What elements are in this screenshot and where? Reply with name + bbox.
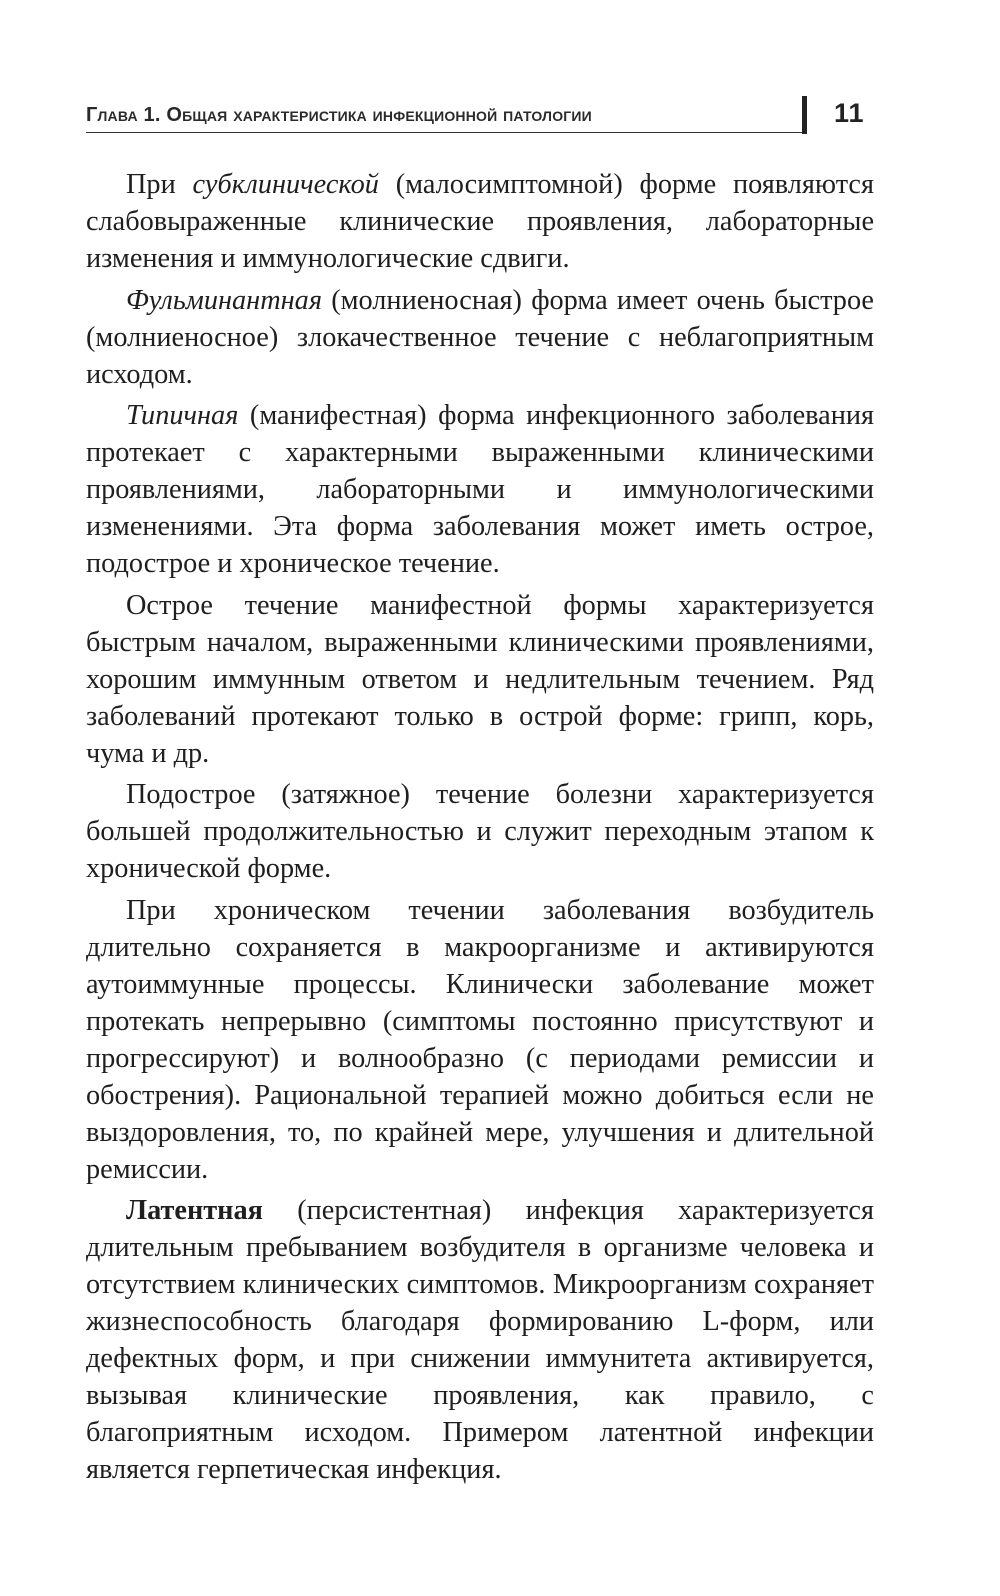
paragraph-text: (манифестная) форма инфекционного заболевания протекает с характерными выраженными клиническими проявлениями, лабораторными и иммунологическими изменениями. Эта форма заболевания может иметь острое, подострое и хроническое течение. [86, 400, 874, 579]
italic-term: Типичная [126, 400, 239, 431]
paragraph-acute: Острое течение манифестной формы характеризуется быстрым началом, выраженными клиническими проявлениями, хорошим иммунным ответом и недлительным течением. Ряд заболеваний протекают только в острой форме: грипп, корь, чума и др. [86, 589, 874, 769]
paragraph-typical [86, 397, 874, 582]
paragraph-text: (персистентная) инфекция характеризуется длительным пребыванием возбудителя в организме человека и отсутствием клинических симптомов. Микроорганизм сохраняет жизнеспособность благодаря формированию L-форм, или дефектных форм, и при снижении иммунитета активируется, вызывая клинические проявления, как правило, с благоприятным исходом. Примером латентной инфекции является герпетическая инфекция. [86, 1195, 874, 1485]
running-header [86, 96, 876, 136]
italic-term: субклинической [192, 169, 379, 200]
paragraph-text: (малосимптомной) форме появляются слабовыраженные клинические проявления, лабораторные изменения и иммунологические сдвиги. [86, 169, 874, 274]
paragraph-subclinical [86, 166, 874, 277]
chapter-title: Глава 1. Общая характеристика инфекционной патологии [86, 104, 592, 126]
header-divider-bar [802, 96, 807, 134]
italic-term: Фульминантная [126, 284, 322, 316]
paragraph-subacute: Подострое (затяжное) течение болезни характеризуется большей продолжительностью и служит переходным этапом к хронической форме. [86, 779, 874, 884]
header-rule [86, 132, 802, 133]
paragraph-chronic: При хроническом течении заболевания возбудитель длительно сохраняется в макроорганизме и активируются аутоиммунные процессы. Клинически заболевание может протекать непрерывно (симптомы постоянно присутствуют и прогрессируют) и волнообразно (с периодами ремиссии и обострения). Рациональной терапией можно добиться если не выздоровления, то, по крайней мере, улучшения и длительной ремиссии. [86, 894, 874, 1185]
paragraph-text: При [126, 169, 193, 200]
paragraph-latent [86, 1192, 874, 1488]
body-text [86, 166, 874, 1488]
paragraph-fulminant [86, 282, 874, 393]
page-number: 11 [834, 98, 865, 128]
paragraph-text: (молниеносная) форма имеет очень быстрое (молниеносное) злокачественное течение с неблагоприятным исходом. [86, 284, 874, 390]
bold-term: Латентная [126, 1195, 263, 1226]
